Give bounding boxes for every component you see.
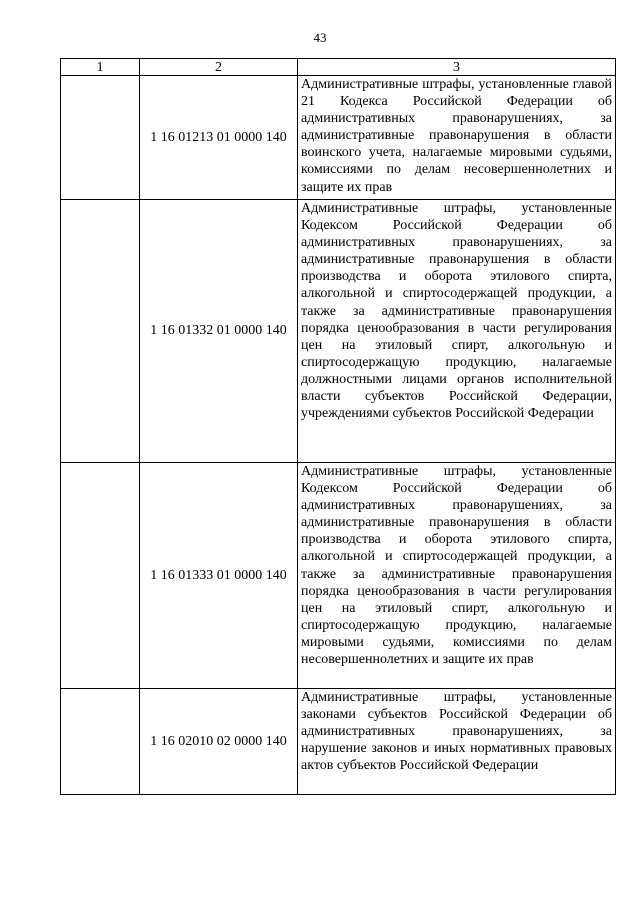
column-header-1: 1 [61, 59, 140, 76]
column-header-2: 2 [140, 59, 298, 76]
description-cell: Административные штрафы, установленные законами субъектов Российской Федерации об административных правонарушениях, за нарушение законов и иных нормативных правовых актов субъектов Российской Федерации [298, 689, 616, 795]
table-row [61, 689, 616, 795]
table-row [61, 200, 616, 463]
description-cell: Административные штрафы, установленные Кодексом Российской Федерации об административных правонарушениях, за административные правонарушения в области производства и оборота этилового спирта, алкогольной и спиртосодержащей продукции, а также за административные правонарушения порядка ценообразования в части регулирования цен на этиловый спирт, алкогольную и спиртосодержащую продукцию, налагаемые должностными лицами органов исполнительной власти субъектов Российской Федерации, учреждениями субъектов Российской Федерации [298, 200, 616, 463]
income-code-cell: 1 16 02010 02 0000 140 [140, 689, 298, 795]
budget-classification-table [60, 58, 616, 795]
row-index-cell [61, 200, 140, 463]
table-header-row [61, 59, 616, 76]
income-code-cell: 1 16 01213 01 0000 140 [140, 76, 298, 200]
table-row [61, 76, 616, 200]
column-header-3: 3 [298, 59, 616, 76]
row-index-cell [61, 463, 140, 689]
income-code-cell: 1 16 01333 01 0000 140 [140, 463, 298, 689]
description-cell: Административные штрафы, установленные Кодексом Российской Федерации об административных правонарушениях, за административные правонарушения в области производства и оборота этилового спирта, алкогольной и спиртосодержащей продукции, а также за административные правонарушения порядка ценообразования в части регулирования цен на этиловый спирт, алкогольную и спиртосодержащую продукцию, налагаемые мировыми судьями, комиссиями по делам несовершеннолетних и защите их прав [298, 463, 616, 689]
description-cell: Административные штрафы, установленные главой 21 Кодекса Российской Федерации об административных правонарушениях, за административные правонарушения в области воинского учета, налагаемые мировыми судьями, комиссиями по делам несовершеннолетних и защите их прав [298, 76, 616, 200]
table-row [61, 463, 616, 689]
row-index-cell [61, 76, 140, 200]
page-number: 43 [313, 30, 327, 45]
income-code-cell: 1 16 01332 01 0000 140 [140, 200, 298, 463]
row-index-cell [61, 689, 140, 795]
